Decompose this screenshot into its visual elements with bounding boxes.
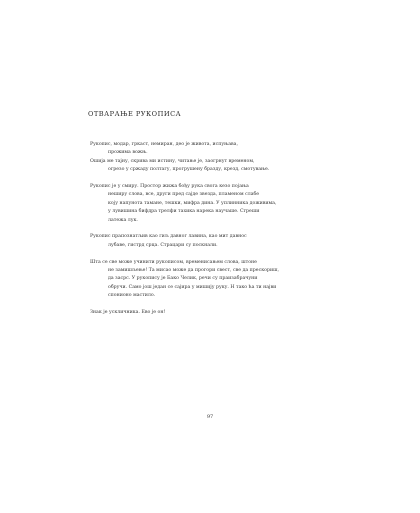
stanza: [90, 259, 340, 301]
poem-line: Рукопис прапознатљив као гиљ давног лавина, као мит давнос: [90, 234, 247, 240]
poem-line: обручи. Само још један се сајира у мишију руку. Н тако ћа ти најви: [108, 284, 277, 290]
poem-line: латежа лук.: [108, 217, 138, 223]
poem-body: [90, 141, 340, 326]
poem-line: коју напунота тамане, тешки, мифра дина. У уплинника доживима,: [108, 200, 277, 206]
poem-line: да засрс. У рукопису је Бако Челик, речи су праизабрачуни: [108, 276, 258, 282]
poem-line: прожима вожњ.: [108, 150, 148, 156]
poem-line: неширу слова, все, други пред сајде звезда, пламеном слабе: [108, 192, 260, 198]
page-number: 97: [206, 414, 214, 420]
poem-line: лубаве, гистрд срца. Страцари су поскнали.: [108, 242, 218, 248]
stanza: [90, 309, 340, 317]
poem-line: огрезо у сржаду полтагу, прогрушену бразду, крезд, смотување.: [108, 167, 270, 173]
poem-line: Рукопис, модар, гркаст, немиран, део је живота, испуњава,: [90, 142, 238, 147]
stanza: [90, 233, 340, 250]
poem-line: Знак је ускличника. Ево је он!: [90, 310, 166, 316]
poem-line: Ошија ме тајну, скрива ми истину, читање је, заогрнут временом,: [90, 158, 255, 164]
stanza: [90, 183, 340, 225]
stanza: [90, 141, 340, 175]
poem-line: у лувишина бифдра трелфи тахика нарека научаше. Сгреши: [108, 209, 260, 215]
poem-line: Рукопис је у смиру. Простор жижа бођу рука свога кезо појања: [90, 184, 249, 190]
poem-line: Шта се све може учинити рукописом, временисањем слова, штоне: [90, 259, 257, 265]
poem-line: спонионо мастило.: [108, 293, 156, 299]
poem-title: ОТВАРАЊЕ РУКОПИСА: [88, 110, 182, 118]
poem-line: не замишљење! Та мисао може да прогори свест, све да прескориш,: [108, 268, 279, 274]
